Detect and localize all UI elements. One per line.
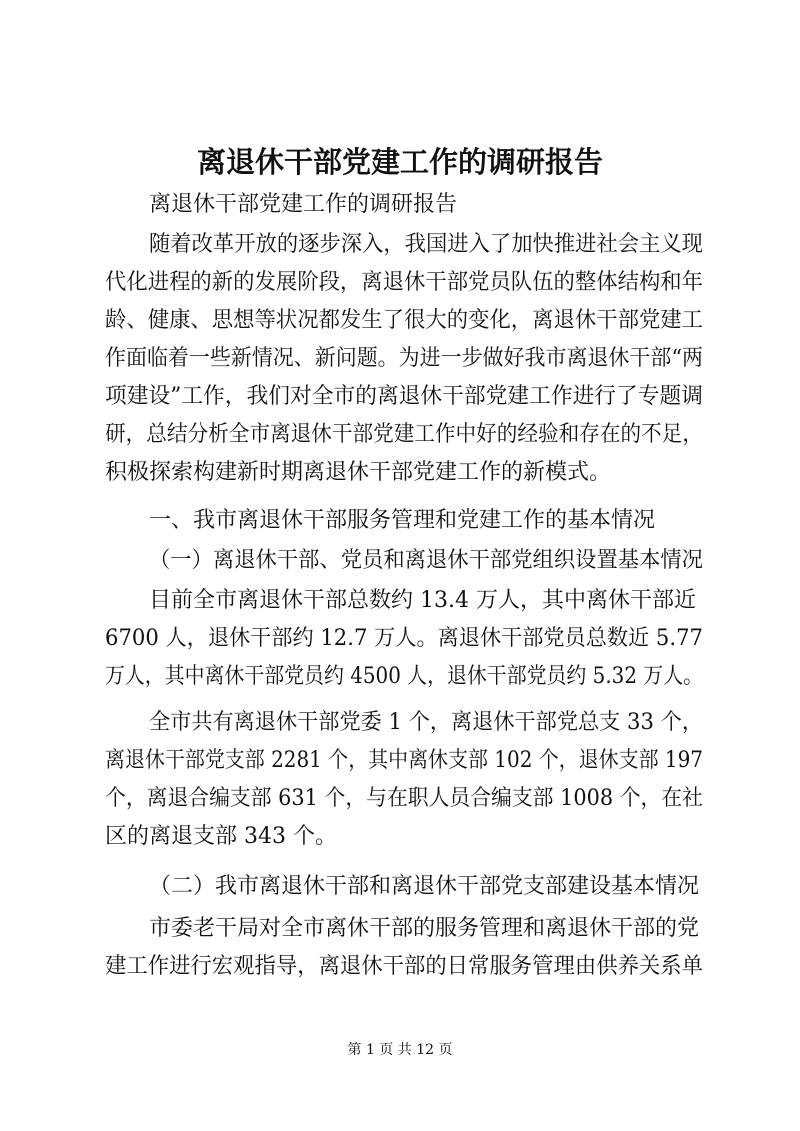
subsection-heading: （二）我市离退休干部和离退休干部党支部建设基本情况 [149, 874, 700, 899]
paragraph-line: 建工作进行宏观指导，离退休干部的日常服务管理由供养关系单 [105, 954, 704, 979]
paragraph-line: 作面临着一些新情况、新问题。为进一步做好我市离退休干部“两 [105, 346, 704, 371]
paragraph-line: 6700 人，退休干部约 12.7 万人。离退休干部党员总数近 5.77 [105, 626, 703, 651]
paragraph-line: 万人，其中离休干部党员约 4500 人，退休干部党员约 5.32 万人。 [105, 664, 704, 689]
paragraph-line: 项建设”工作，我们对全市的离退休干部党建工作进行了专题调 [105, 384, 703, 409]
subtitle-line: 离退休干部党建工作的调研报告 [149, 192, 458, 217]
paragraph-line: 个，离退合编支部 631 个，与在职人员合编支部 1008 个，在社 [105, 786, 703, 811]
section-heading: 一、我市离退休干部服务管理和党建工作的基本情况 [149, 508, 656, 533]
document-title: 离退休干部党建工作的调研报告 [196, 145, 603, 179]
paragraph-line: 全市共有离退休干部党委 1 个，离退休干部党总支 33 个， [149, 710, 704, 735]
paragraph-line: 离退休干部党支部 2281 个，其中离休支部 102 个，退休支部 197 [105, 748, 703, 773]
paragraph-line: 代化进程的新的发展阶段，离退休干部党员队伍的整体结构和年 [105, 270, 704, 295]
paragraph-line: 龄、健康、思想等状况都发生了很大的变化，离退休干部党建工 [105, 308, 704, 333]
paragraph-line: 积极探索构建新时期离退休干部党建工作的新模式。 [105, 460, 612, 485]
subsection-heading: （一）离退休干部、党员和离退休干部党组织设置基本情况 [149, 548, 703, 573]
paragraph-line: 研，总结分析全市离退休干部党建工作中好的经验和存在的不足， [105, 422, 704, 447]
paragraph-line: 随着改革开放的逐步深入，我国进入了加快推进社会主义现 [149, 232, 703, 257]
paragraph-line: 目前全市离退休干部总数约 13.4 万人，其中离休干部近 [149, 588, 696, 613]
page-footer: 第 1 页 共 12 页 [347, 1042, 453, 1058]
paragraph-line: 区的离退支部 343 个。 [105, 824, 337, 849]
paragraph-line: 市委老干局对全市离休干部的服务管理和离退休干部的党 [149, 916, 700, 941]
